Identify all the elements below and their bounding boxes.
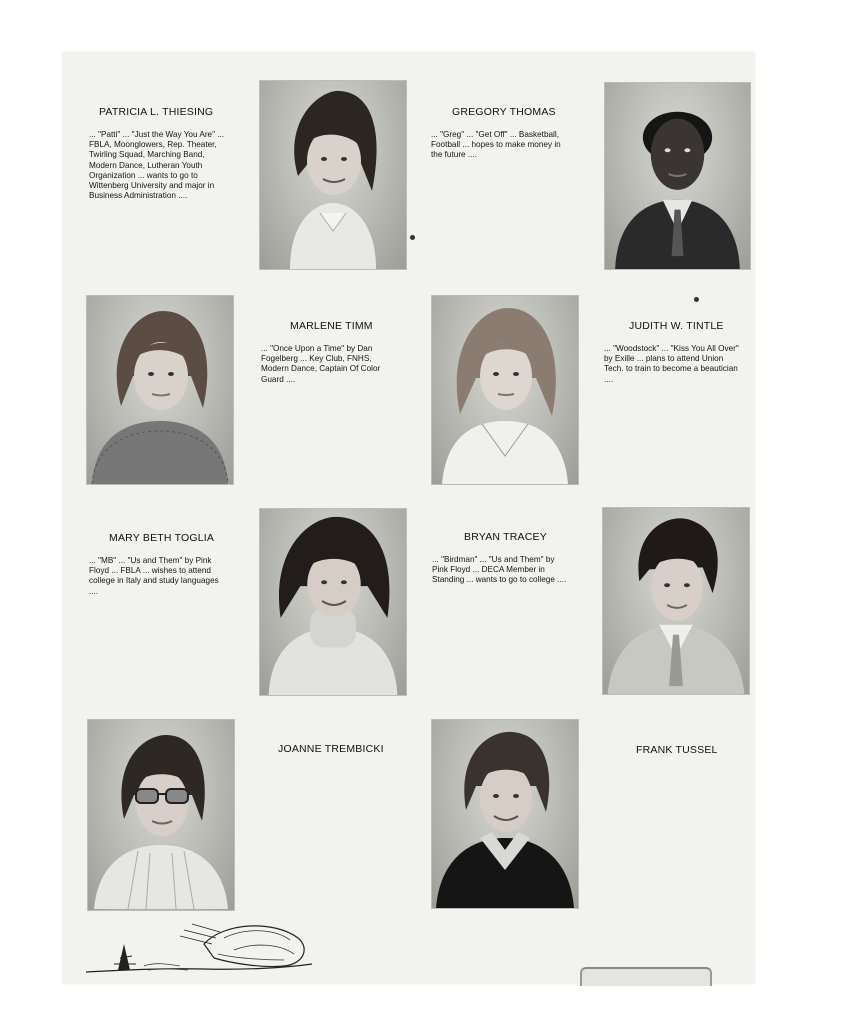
student-bio: ... "Birdman" ... "Us and Them" by Pink Floyd ... DECA Member in Standing ... wants to go to college ....	[432, 555, 567, 585]
student-bio: ... "MB" ... "Us and Them" by Pink Floyd ... FBLA ... wishes to attend college in Italy and study languages ....	[89, 556, 219, 596]
portrait-graphic	[605, 83, 750, 269]
student-name: JOANNE TREMBICKI	[278, 743, 384, 755]
student-name: FRANK TUSSEL	[636, 744, 718, 756]
student-name: JUDITH W. TINTLE	[629, 320, 724, 332]
student-portrait	[259, 508, 407, 696]
portrait-graphic	[603, 508, 749, 694]
student-portrait	[86, 295, 234, 485]
student-name: PATRICIA L. THIESING	[99, 106, 214, 118]
student-bio: ... "Patti" ... "Just the Way You Are" ... FBLA, Moonglowers, Rep. Theater, Twirling Squad, Marching Band, Modern Dance, Lutheran Youth Organization ... wants to go to Wittenberg University and major in Business Administration ....	[89, 130, 225, 201]
portrait-graphic	[260, 509, 406, 695]
student-name: MARLENE TIMM	[290, 320, 373, 332]
portrait-graphic	[432, 296, 578, 484]
ink-speck	[694, 297, 699, 302]
portrait-graphic	[88, 720, 234, 910]
student-bio: ... "Woodstock" ... "Kiss You All Over" by Exille ... plans to attend Union Tech. to train to become a beautician ....	[604, 344, 739, 384]
yearbook-page	[62, 52, 755, 984]
student-bio: ... "Once Upon a Time" by Dan Fogelberg ... Key Club, FNHS, Modern Dance, Captain Of Color Guard ....	[261, 344, 381, 384]
student-portrait	[87, 719, 235, 911]
student-portrait	[604, 82, 751, 270]
student-name: GREGORY THOMAS	[452, 106, 556, 118]
ink-speck	[410, 235, 415, 240]
doodle-drawing	[84, 914, 314, 976]
portrait-graphic	[432, 720, 578, 908]
student-bio: ... "Greg" ... "Get Off" ... Basketball, Football ... hopes to make money in the future ....	[431, 130, 561, 160]
student-portrait	[602, 507, 750, 695]
student-portrait	[259, 80, 407, 270]
page-tab	[580, 967, 712, 986]
portrait-graphic	[260, 81, 406, 269]
portrait-graphic	[87, 296, 233, 484]
student-portrait	[431, 719, 579, 909]
student-name: BRYAN TRACEY	[464, 531, 547, 543]
student-portrait	[431, 295, 579, 485]
student-name: MARY BETH TOGLIA	[109, 532, 215, 544]
